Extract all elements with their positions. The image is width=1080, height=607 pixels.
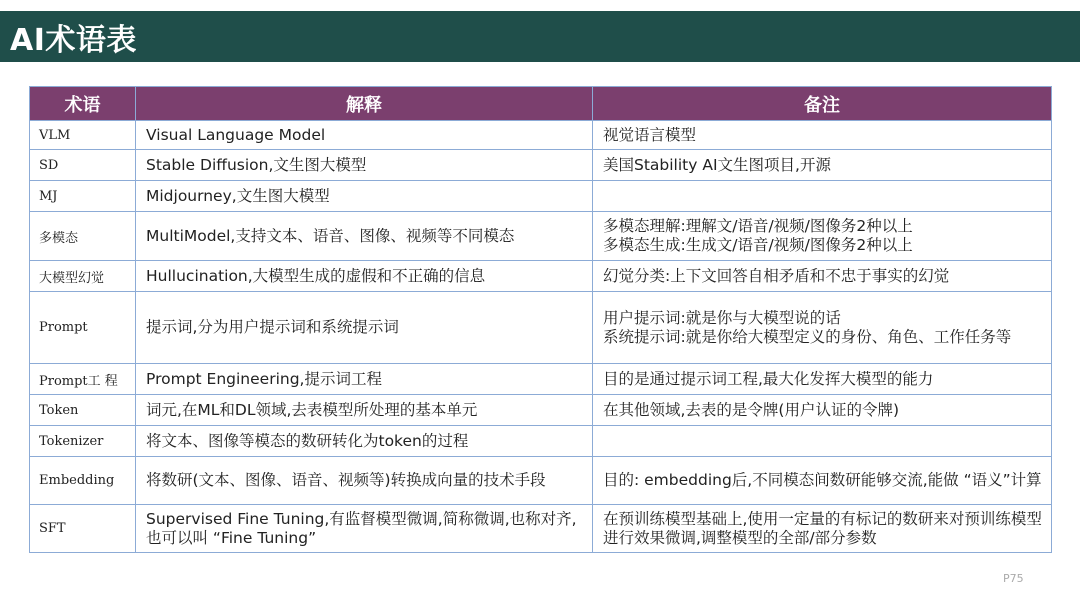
title-bar (0, 11, 1080, 62)
note-line: 多模态理解:理解文/语音/视频/图像务2种以上 (603, 217, 913, 235)
table-row (30, 121, 1052, 150)
note-line: 美国Stability AI文生图项目,开源 (603, 155, 831, 174)
term-cell: VLM (30, 121, 136, 150)
note-line: 用户提示词:就是你与大模型说的话 (603, 308, 841, 327)
note-cell (593, 261, 1052, 292)
term-cell: Tokenizer (30, 426, 136, 457)
page-title: AI术语表 (10, 22, 137, 58)
term-cell: SD (30, 150, 136, 181)
term-cell: Prompt工 程 (30, 364, 136, 395)
header-note: 备注 (593, 87, 1052, 121)
note-line: 系统提示词:就是你给大模型定义的身份、角色、工作任务等 (603, 327, 1012, 346)
note-line: 幻觉分类:上下文回答自相矛盾和不忠于事实的幻觉 (603, 266, 950, 285)
table-row (30, 426, 1052, 457)
table-row (30, 150, 1052, 181)
note-cell (593, 426, 1052, 457)
explanation-cell: 将数研(文本、图像、语音、视频等)转换成向量的技术手段 (136, 457, 593, 505)
explanation-cell: 将文本、图像等模态的数研转化为token的过程 (136, 426, 593, 457)
term-cell: SFT (30, 505, 136, 553)
explanation-cell: Visual Language Model (136, 121, 593, 150)
page-number: P75 (1003, 572, 1024, 585)
explanation-cell: Supervised Fine Tuning,有监督模型微调,简称微调,也称对齐,也可以叫 “Fine Tuning” (136, 505, 593, 553)
explanation-cell: MultiModel,支持文本、语音、图像、视频等不同模态 (136, 212, 593, 261)
note-cell (593, 395, 1052, 426)
table-row (30, 212, 1052, 261)
header-term: 术语 (30, 87, 136, 121)
explanation-cell: Stable Diffusion,文生图大模型 (136, 150, 593, 181)
table-body (30, 121, 1052, 553)
note-line: 多模态生成:生成文/语音/视频/图像务2种以上 (603, 236, 913, 254)
note-cell (593, 457, 1052, 505)
term-cell: Embedding (30, 457, 136, 505)
table-row (30, 457, 1052, 505)
table-header-row (30, 87, 1052, 121)
table-row (30, 292, 1052, 364)
table-row (30, 261, 1052, 292)
table-row (30, 364, 1052, 395)
note-cell (593, 121, 1052, 150)
term-cell: Token (30, 395, 136, 426)
explanation-cell: 词元,在ML和DL领域,去表模型所处理的基本单元 (136, 395, 593, 426)
note-line: 在其他领域,去表的是令牌(用户认证的令牌) (603, 400, 900, 419)
term-cell: 多模态 (30, 212, 136, 261)
term-cell: Prompt (30, 292, 136, 364)
note-cell (593, 181, 1052, 212)
explanation-cell: 提示词,分为用户提示词和系统提示词 (136, 292, 593, 364)
note-line: 目的: embedding后,不同模态间数研能够交流,能做 “语义”计算 (603, 471, 1042, 489)
note-line: 视觉语言模型 (603, 125, 697, 144)
table-row (30, 181, 1052, 212)
note-cell (593, 212, 1052, 261)
table-row (30, 505, 1052, 553)
term-cell: MJ (30, 181, 136, 212)
note-cell (593, 150, 1052, 181)
note-cell (593, 364, 1052, 395)
note-cell (593, 505, 1052, 553)
explanation-cell: Midjourney,文生图大模型 (136, 181, 593, 212)
note-line: 目的是通过提示词工程,最大化发挥大模型的能力 (603, 369, 934, 388)
explanation-cell: Hullucination,大模型生成的虚假和不正确的信息 (136, 261, 593, 292)
term-cell: 大模型幻觉 (30, 261, 136, 292)
note-cell (593, 292, 1052, 364)
glossary-table (29, 86, 1052, 553)
header-explanation: 解释 (136, 87, 593, 121)
explanation-cell: Prompt Engineering,提示词工程 (136, 364, 593, 395)
table-row (30, 395, 1052, 426)
note-line: 在预训练模型基础上,使用一定量的有标记的数研来对预训练模型进行效果微调,调整模型的全部/部分参数 (603, 509, 1042, 547)
